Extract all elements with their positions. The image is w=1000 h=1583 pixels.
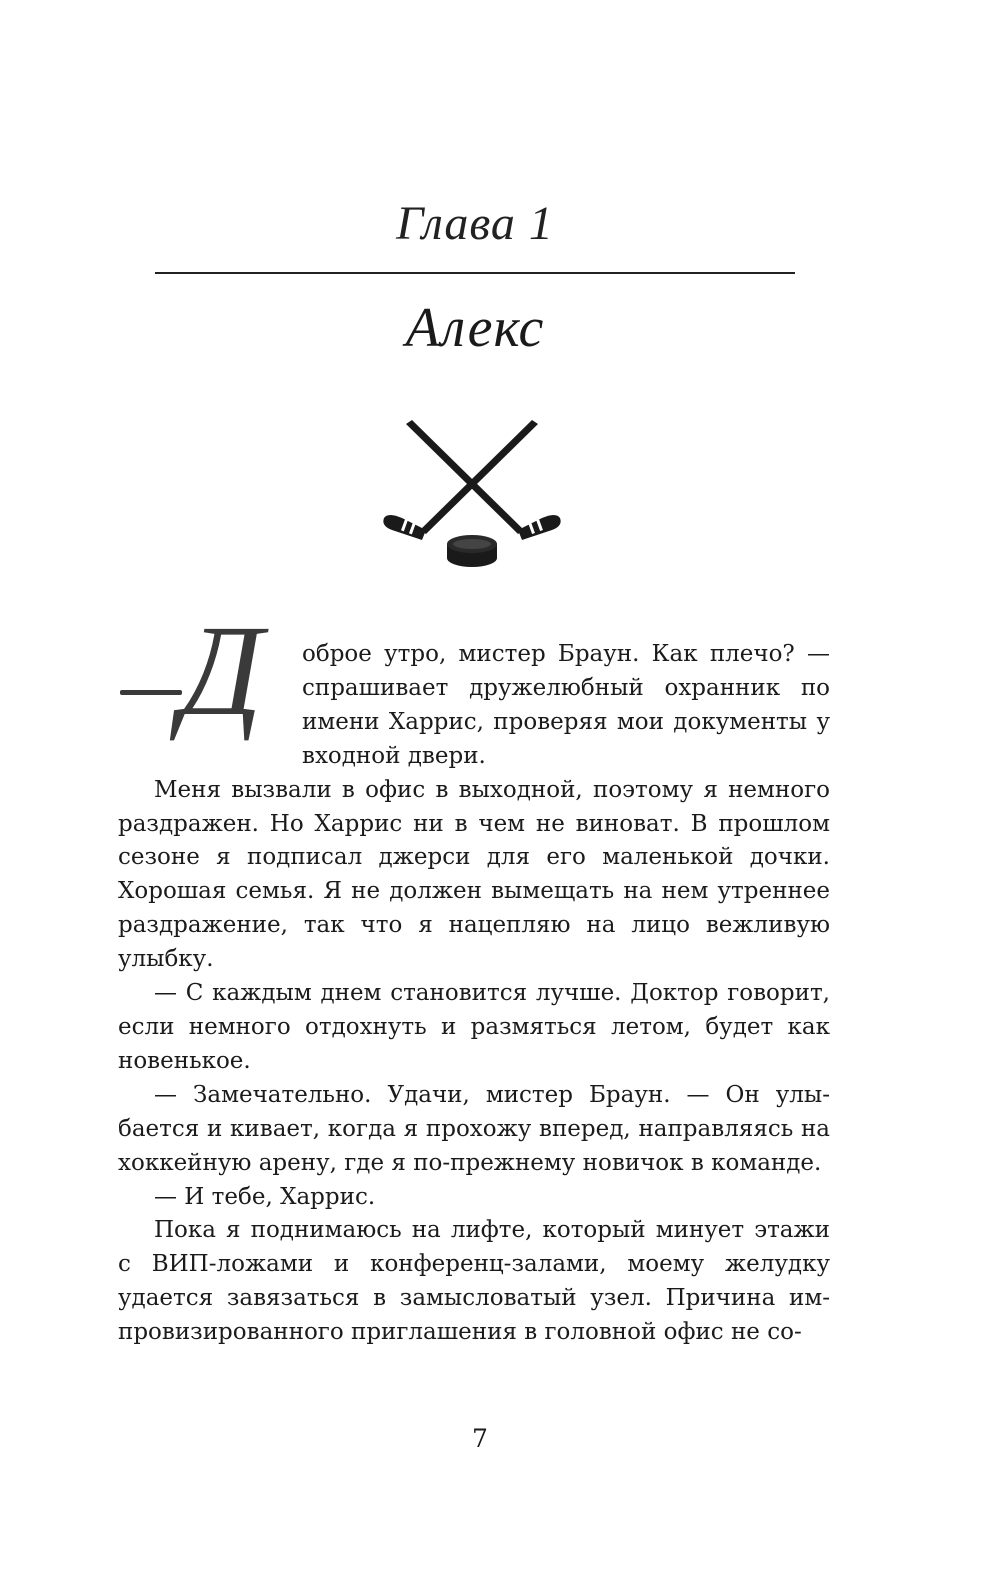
crossed-hockey-sticks-and-puck-icon	[372, 418, 572, 578]
paragraph: Пока я поднимаюсь на лифте, который минует этажи с ВИП-ложами и конференц-залами, моему желудку удается завязаться в замысловатый узел. Причина импровизированного приглашения в головной офис не со-	[118, 1217, 830, 1346]
paragraph: — Замечательно. Удачи, мистер Браун. — Он улыбается и кивает, когда я прохожу вперед, направляясь на хоккейную арену, где я по-прежнему новичок в команде.	[118, 1081, 830, 1176]
paragraph: Меня вызвали в офис в выходной, поэтому я немного раздражен. Но Харрис ни в чем не виноват. В прошлом сезоне я подписал джерси для его маленькой дочки. Хорошая семья. Я не должен вымещать на нем утреннее раздражение, так что я нацепляю на лицо вежливую улыбку.	[118, 776, 830, 973]
paragraph: — С каждым днем становится лучше. Доктор говорит, если немного отдохнуть и размяться летом, будет как новенькое.	[118, 980, 830, 1074]
chapter-divider	[155, 272, 795, 274]
paragraph: — И тебе, Харрис.	[154, 1183, 376, 1210]
drop-cap	[118, 599, 294, 743]
opening-paragraph-text: оброе утро, мистер Браун. Как плечо? — спрашивает дружелюбный охранник по имени Харрис, проверяя мои документы у входной двери.	[302, 641, 830, 769]
chapter-body	[118, 599, 830, 1350]
chapter-title: Глава 1	[396, 197, 554, 250]
drop-cap-letter: Д	[180, 599, 263, 743]
character-name: Алекс	[405, 297, 545, 359]
drop-cap-dash	[120, 690, 182, 695]
opening-paragraph	[118, 599, 830, 774]
page-number: 7	[472, 1424, 488, 1453]
